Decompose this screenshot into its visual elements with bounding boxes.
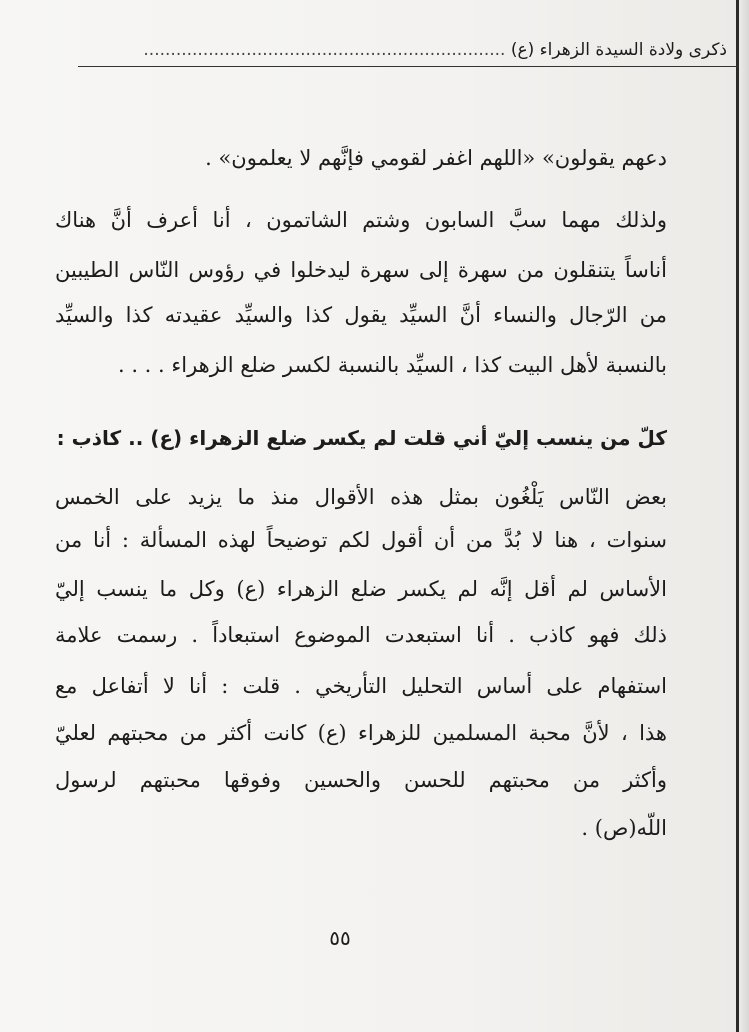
paragraph-3-line-7: وأكثر من محبتهم للحسن والحسين وفوقها محبتهم لرسول xyxy=(55,768,667,792)
paragraph-3-line-5: استفهام على أساس التحليل التأريخي . قلت : أنا لا أتفاعل مع xyxy=(55,674,667,698)
paragraph-2-line-3: من الرّجال والنساء أنَّ السيِّد يقول كذا والسيِّد عقيدته كذا والسيِّد xyxy=(55,303,667,327)
running-header xyxy=(87,40,727,60)
paragraph-2-line-2: أناساً يتنقلون من سهرة إلى سهرة ليدخلوا في رؤوس النّاس الطيبين xyxy=(55,258,667,282)
paragraph-1-line-1: دعهم يقولون» «اللهم اغفر لقومي فإنَّهم لا يعلمون» . xyxy=(205,146,667,170)
page-number: ٥٥ xyxy=(329,926,351,950)
paragraph-3-line-3: الأساس لم أقل إنَّه لم يكسر ضلع الزهراء (ع) وكل ما ينسب إليّ xyxy=(55,577,667,601)
header-rule xyxy=(78,66,738,67)
paragraph-2-line-4: بالنسبة لأهل البيت كذا ، السيِّد بالنسبة لكسر ضلع الزهراء . . . . xyxy=(117,353,667,377)
paragraph-2-line-1: ولذلك مهما سبَّ السابون وشتم الشاتمون ، أنا أعرف أنَّ هناك xyxy=(55,208,667,232)
paragraph-3-line-8: اللّه(ص) . xyxy=(581,816,667,840)
page-edge-shadow xyxy=(739,0,749,1032)
running-header-title: ذكرى ولادة السيدة الزهراء (ع) xyxy=(510,40,727,60)
paragraph-3-line-6: هذا ، لأنَّ محبة المسلمين للزهراء (ع) كانت أكثر من محبتهم لعليّ xyxy=(55,721,667,745)
binding-edge-line xyxy=(736,0,739,1032)
running-header-leader-dots: ................................................................... xyxy=(143,40,506,60)
section-heading: كلّ من ينسب إليّ أني قلت لم يكسر ضلع الزهراء (ع) .. كاذب : xyxy=(56,426,667,450)
paragraph-3-line-1: بعض النّاس يَلْغُون بمثل هذه الأقوال منذ ما يزيد على الخمس xyxy=(55,485,667,509)
paragraph-3-line-4: ذلك فهو كاذب . أنا استبعدت الموضوع استبعاداً . رسمت علامة xyxy=(55,623,667,647)
paragraph-3-line-2: سنوات ، هنا لا بُدَّ من أن أقول لكم توضيحاً لهذه المسألة : أنا من xyxy=(55,528,667,552)
